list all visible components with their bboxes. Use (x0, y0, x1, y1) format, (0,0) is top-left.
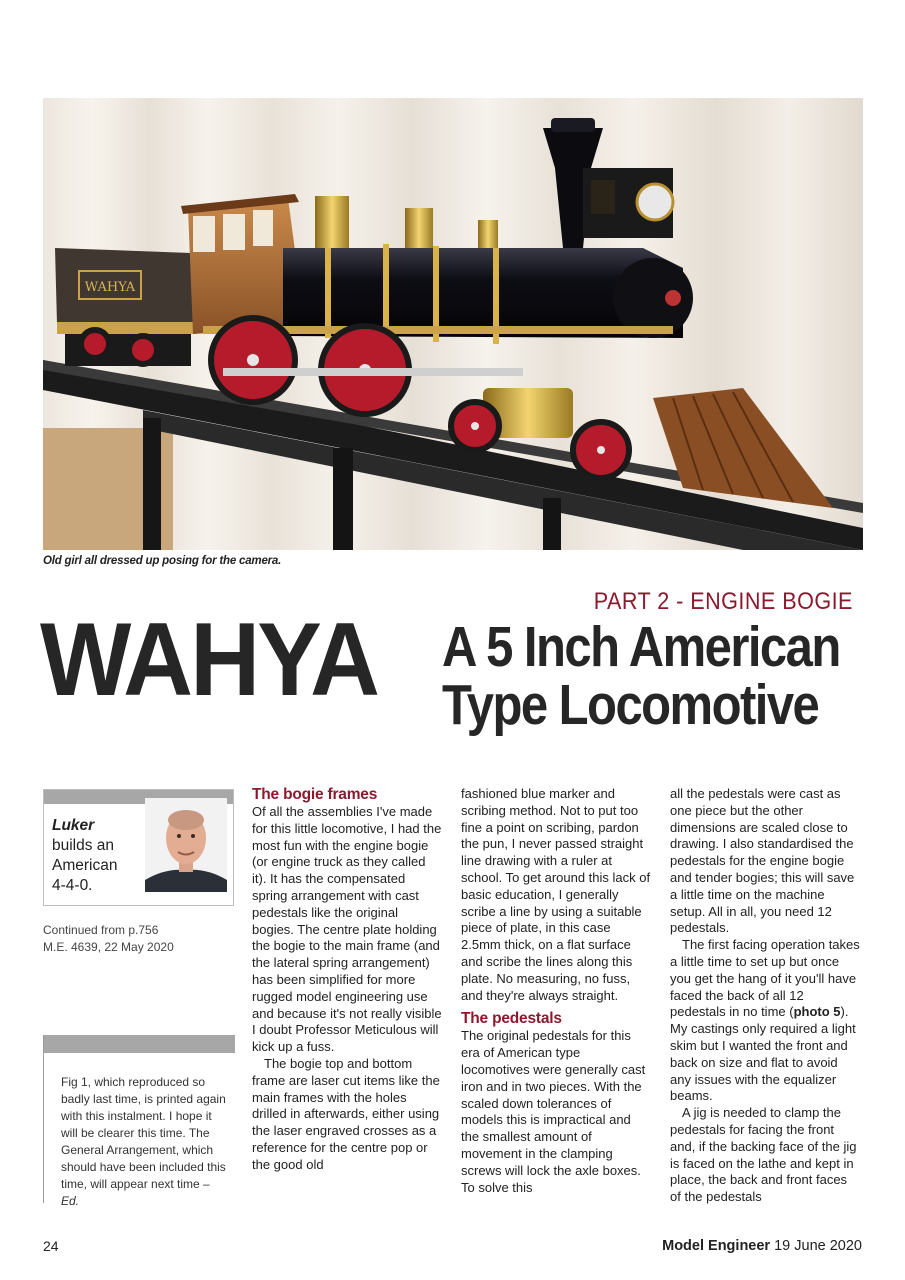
author-name: Luker (52, 817, 95, 834)
paragraph: Of all the assemblies I've made for this little locomotive, I had the most fun with the engine bogie (or engine truck as they called it). It has the compensated spring arrangement with cast pedestals like the original bogies. The centre plate holding the bogie to the main frame (and the lateral spring arrangement) has been simplified for more rugged model engineering use and because it's not really visible I doubt Professor Meticulous will kick up a fuss. (252, 804, 442, 1055)
author-box (43, 789, 234, 906)
locomotive-photo (43, 98, 863, 550)
author-portrait (145, 798, 227, 892)
byline-line-4: 4-4-0. (52, 877, 93, 894)
editor-note-box (43, 1035, 235, 1208)
continued-note (43, 922, 174, 956)
editor-signoff: Ed. (61, 1194, 80, 1208)
footer-masthead (662, 1238, 862, 1254)
article-subtitle (442, 615, 840, 737)
part-label: PART 2 - ENGINE BOGIE (593, 588, 853, 615)
section-heading-bogie-frames: The bogie frames (252, 786, 378, 803)
paragraph (670, 937, 860, 1105)
subtitle-line-1: A 5 Inch American (442, 615, 840, 679)
article-column-1 (252, 786, 442, 1174)
issue-date: 19 June 2020 (774, 1238, 862, 1254)
paragraph: A jig is needed to clamp the pedestals for facing the front and, if the backing face of the jig is faced on the lathe and kept in place, the back and front faces of the pedestals (670, 1105, 857, 1205)
author-byline (52, 816, 117, 896)
magazine-name: Model Engineer (662, 1238, 771, 1254)
editor-note-bar (44, 1035, 235, 1053)
photo-reference: photo 5 (793, 1004, 841, 1020)
paragraph: The bogie top and bottom frame are laser cut items like the main frames with the holes drilled in afterwards, either using the laser engraved crosses as a reference for the centre pop or the good old (252, 1055, 440, 1172)
paragraph: The original pedestals for this era of American type locomotives were generally cast iron and in two pieces. With the scaled down tolerances of models this is impractical and the smallest amount of movement in the clamping screws will lock the axle boxes. To solve this (461, 1028, 646, 1195)
editor-note (61, 1074, 231, 1210)
article-column-2 (461, 786, 651, 1196)
byline-line-2: builds an (52, 837, 115, 854)
editor-note-text: Fig 1, which reproduced so badly last time, is printed again with this instalment. I hope it will be clearer this time. The General Arrangement, which should have been included this time, will appear next time – (61, 1075, 226, 1191)
paragraph: all the pedestals were cast as one piece but the other dimensions are scaled close to drawing. I also standardised the pedestals for the engine bogie and tender bogies; this will save a little time on the machine setup. All in all, you need 12 pedestals. (670, 786, 855, 936)
tender-lettering: WAHYA (84, 280, 136, 295)
photo-caption: Old girl all dressed up posing for the camera. (43, 555, 282, 567)
byline-line-3: American (52, 857, 118, 874)
paragraph-text: ). My castings only required a light skim but I wanted the front and back on size and flat to avoid any issues with the equalizer beams. (670, 1004, 856, 1104)
section-heading-pedestals: The pedestals (461, 1010, 562, 1028)
page-number: 24 (43, 1238, 59, 1254)
paragraph: fashioned blue marker and scribing method. Not to put too fine a point on scribing, pardon the pun, I never passed straight line drawing with a ruler at school. To get around this lack of basic education, I generally scribe a line by using a suitable piece of plate, in this case 2.5mm thick, on a flat surface and scribe the lines along this plate. No measuring, no fuss, and they're always straight. (461, 786, 651, 1003)
article-column-3 (670, 786, 860, 1206)
article-title: WAHYA (40, 602, 378, 718)
continued-line-1: Continued from p.756 (43, 923, 159, 937)
continued-line-2: M.E. 4639, 22 May 2020 (43, 940, 174, 954)
paragraph-text: The first facing operation takes a little time to set up but once you get the hang of it you'll have faced the back of all 12 pedestals in no time ( (670, 937, 860, 1020)
subtitle-line-2: Type Locomotive (442, 673, 819, 737)
